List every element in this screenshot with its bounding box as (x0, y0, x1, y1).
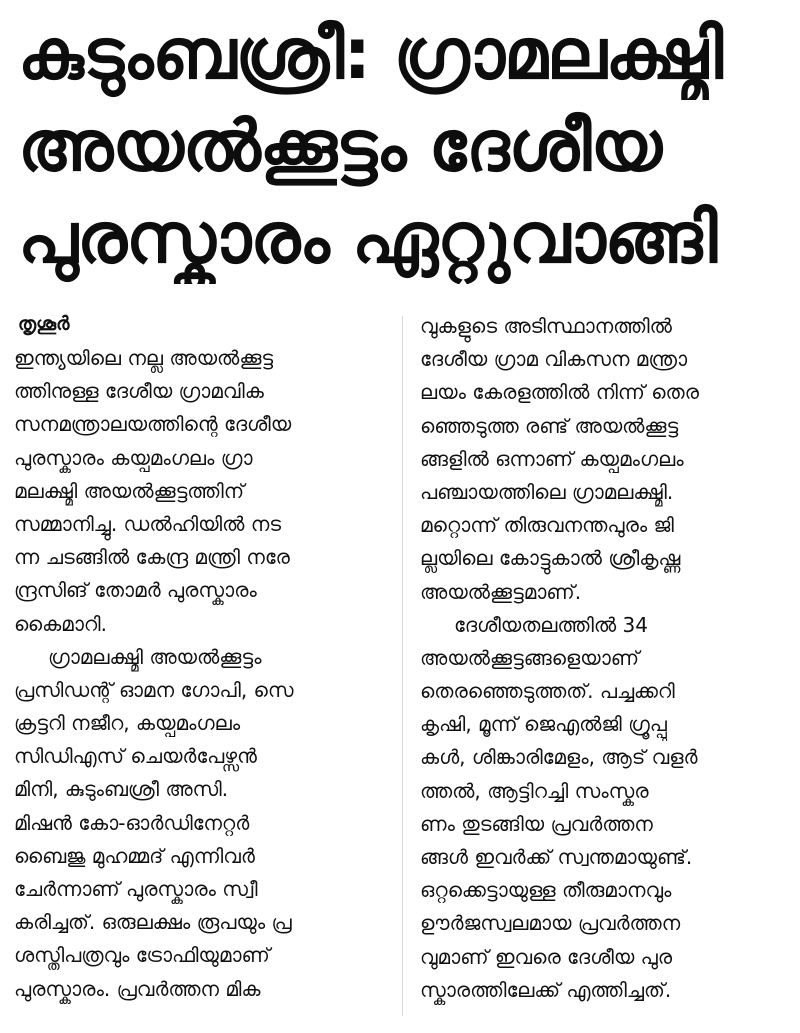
text-line: സിഡിഎസ് ചെയർപേഴ്സൻ (14, 744, 257, 769)
text-line: ദേശീയതലത്തിൽ 34 (454, 612, 648, 637)
text-line: ദേശീയ ഗ്രാമ വികസന മന്ത്രാ (420, 347, 688, 372)
text-line: കൈമാറി. (14, 611, 107, 636)
text-line: മലക്ഷ്മി അയൽക്കൂട്ടത്തിന് (14, 478, 245, 503)
text-line: സമ്മാനിച്ചു. ഡൽഹിയിൽ നട (14, 511, 282, 536)
text-line: സനമന്ത്രാലയത്തിന്റെ ദേശീയ (14, 412, 292, 437)
text-line: ഊർജസ്വലമായ പ്രവർത്തന (420, 911, 681, 936)
text-line: അയൽക്കൂട്ടങ്ങളെയാണ് (420, 645, 640, 670)
text-line: ന്ദ്രസിങ് തോമർ പുരസ്കാരം (14, 578, 257, 603)
text-line: ശസ്തിപത്രവും ട്രോഫിയുമാണ് (14, 943, 270, 968)
text-line: മറ്റൊന്ന് തിരുവനന്തപുരം ജി (420, 513, 674, 538)
text-line: പുരസ്കാരം കയ്പമംഗലം ഗ്രാ (14, 445, 253, 470)
text-line: മിനി, കുടുംബശ്രീ അസി. (14, 777, 229, 802)
text-line: പഞ്ചായത്തിലെ ഗ്രാമലക്ഷ്മി. (420, 479, 674, 504)
text-line: ണം തുടങ്ങിയ പ്രവർത്തന (420, 811, 653, 836)
text-line: ഒറ്റക്കെട്ടായുള്ള തീരുമാനവും (420, 878, 672, 903)
text-line: കൃഷി, മൂന്ന് ജെഎൽജി ഗ്രൂപ്പു (420, 712, 667, 737)
headline-line: പുരസ്കാരം ഏറ്റുവാങ്ങി (18, 197, 717, 279)
text-line: ക്രട്ടറി നജീറ, കയ്പമംഗലം (14, 711, 241, 736)
text-line: സ്കാരത്തിലേക്ക് എത്തിച്ചത്. (420, 977, 672, 1002)
headline-line: അയൽക്കൂട്ടം ദേശീയ (18, 105, 661, 187)
text-line: വുകളുടെ അടിസ്ഥാനത്തിൽ (420, 314, 672, 338)
text-line: ഗ്രാമലക്ഷ്മി അയൽക്കൂട്ടം (48, 644, 262, 669)
article-column-left (14, 310, 386, 1006)
text-line: ങ്ങളിൽ ഒന്നാണ് കയ്പമംഗലം (420, 446, 684, 471)
column-divider (402, 316, 403, 1016)
dateline: തൃശൂർ (18, 313, 70, 335)
text-line: ത്തിനുള്ള ദേശീയ ഗ്രാമവിക (14, 379, 264, 404)
text-line: വുമാണ് ഇവരെ ദേശീയ പുര (420, 944, 673, 969)
text-line: ചേർന്നാണ് പുരസ്കാരം സ്വീ (14, 877, 258, 901)
headline-line: കുടുംബശ്രീ: ഗ്രാമലക്ഷ്മി (18, 13, 723, 95)
text-line: പുരസ്കാരം. പ്രവർത്തന മിക (14, 976, 261, 1001)
text-line: ലയം കേരളത്തിൽ നിന്ന് തെര (420, 380, 699, 405)
headline (18, 8, 788, 284)
text-line: ങ്ങൾ ഇവർക്ക് സ്വന്തമായുണ്ട്. (420, 845, 693, 869)
article-body (14, 310, 794, 1028)
text-line: ല്ലയിലെ കോട്ടുകാൽ ശ്രീകൃഷ്ണ (420, 546, 681, 571)
text-line: മിഷൻ കോ-ഓർഡിനേറ്റർ (14, 810, 250, 835)
text-line: ബൈജു മുഹമ്മദ് എന്നിവർ (14, 843, 255, 868)
text-line: അയൽക്കൂട്ടമാണ്. (420, 579, 582, 604)
text-line: പ്രസിഡന്റ് ഓമന ഗോപി, സെ (14, 677, 294, 702)
text-line: ന്ന ചടങ്ങിൽ കേന്ദ്ര മന്ത്രി നരേ (14, 545, 290, 570)
article-column-right (420, 310, 792, 1007)
text-line: കരിച്ചത്. ഒരുലക്ഷം രൂപയും പ്ര (14, 910, 292, 935)
text-line: ഞ്ഞെടുത്ത രണ്ട് അയൽക്കൂട്ട (420, 413, 679, 438)
text-line: ഇന്ത്യയിലെ നല്ല അയൽക്കൂട്ട (14, 346, 274, 370)
text-line: കൾ, ശിങ്കാരിമേളം, ആട് വളർ (420, 745, 698, 770)
text-line: തെരഞ്ഞെടുത്തത്. പച്ചക്കറി (420, 679, 675, 704)
text-line: ത്തൽ, ആട്ടിറച്ചി സംസ്കര (420, 778, 649, 803)
